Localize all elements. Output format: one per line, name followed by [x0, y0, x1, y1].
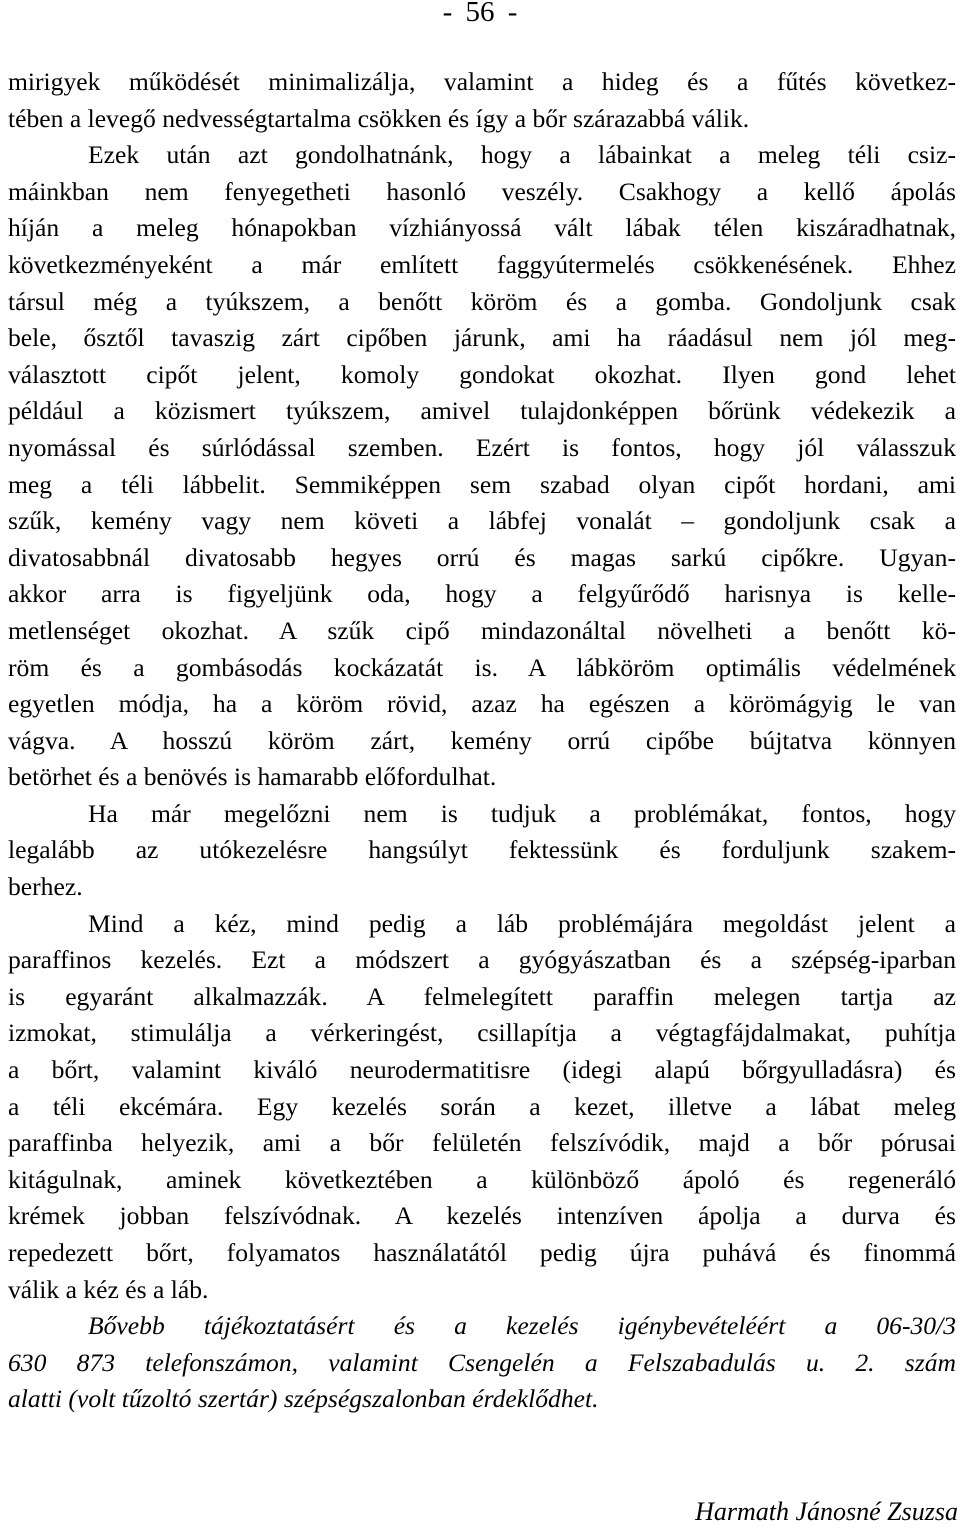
text-line: Bővebb tájékoztatásért és a kezelés igénybevételéért a 06-30/3	[88, 1311, 956, 1341]
text-line: vágva. A hosszú köröm zárt, kemény orrú cipőbe bújtatva könnyen	[8, 725, 956, 755]
text-line: következményeként a már említett faggyútermelés csökkenésének. Ehhez	[8, 249, 956, 279]
paragraph	[8, 137, 956, 796]
text-line: röm és a gombásodás kockázatát is. A lábköröm optimális védelmének	[8, 652, 956, 682]
text-line: paraffinos kezelés. Ezt a módszert a gyógyászatban és a szépség-iparban	[8, 945, 956, 975]
text-line: a téli ekcémára. Egy kezelés során a kezet, illetve a lábat meleg	[8, 1091, 956, 1121]
text-line: divatosabbnál divatosabb hegyes orrú és magas sarkú cipőkre. Ugyan-	[8, 542, 956, 572]
paragraph	[8, 64, 956, 137]
text-line: legalább az utókezelésre hangsúlyt fektessünk és forduljunk szakem-	[8, 835, 956, 865]
text-line: tében a levegő nedvességtartalma csökken és így a bőr szárazabbá válik.	[8, 103, 750, 133]
text-line: akkor arra is figyeljünk oda, hogy a felgyűrődő harisnya is kelle-	[8, 579, 956, 609]
text-line: például a közismert tyúkszem, amivel tulajdonképpen bőrünk védekezik a	[8, 396, 956, 426]
article-body	[8, 64, 956, 1418]
text-line: krémek jobban felszívódnak. A kezelés intenzíven ápolja a durva és	[8, 1201, 956, 1231]
text-line: berhez.	[8, 872, 83, 902]
text-line: alatti (volt tűzoltó szertár) szépségszalonban érdeklődhet.	[8, 1384, 599, 1414]
text-line: mirigyek működését minimalizálja, valamint a hideg és a fűtés következ-	[8, 67, 956, 96]
text-line: válik a kéz és a láb.	[8, 1274, 209, 1304]
paragraph	[8, 1308, 956, 1418]
text-line: választott cipőt jelent, komoly gondokat okozhat. Ilyen gond lehet	[8, 359, 956, 389]
text-line: nyomással és súrlódással szemben. Ezért is fontos, hogy jól válasszuk	[8, 432, 956, 462]
text-line: repedezett bőrt, folyamatos használatától pedig újra puhává és finommá	[8, 1238, 956, 1267]
text-line: is egyaránt alkalmazzák. A felmelegített paraffin melegen tartja az	[8, 981, 956, 1011]
text-line: paraffinba helyezik, ami a bőr felületén felszívódik, majd a bőr pórusai	[8, 1128, 956, 1158]
text-line: Ha már megelőzni nem is tudjuk a problémákat, fontos, hogy	[88, 798, 956, 828]
text-line: 630 873 telefonszámon, valamint Csengelén a Felszabadulás u. 2. szám	[8, 1347, 956, 1377]
paragraph	[8, 796, 956, 906]
text-line: meg a téli lábbelit. Semmiképpen sem szabad olyan cipőt hordani, ami	[8, 469, 956, 499]
text-line: társul még a tyúkszem, a benőtt köröm és a gomba. Gondoljunk csak	[8, 286, 956, 316]
text-line: Ezek után azt gondolhatnánk, hogy a lábainkat a meleg téli csiz-	[88, 140, 956, 170]
text-line: híján a meleg hónapokban vízhiányossá vált lábak télen kiszáradhatnak,	[8, 213, 956, 243]
text-line: metlenséget okozhat. A szűk cipő mindazonáltal növelheti a benőtt kö-	[8, 615, 956, 645]
text-line: egyetlen módja, ha a köröm rövid, azaz ha egészen a körömágyig le van	[8, 689, 956, 719]
text-line: Mind a kéz, mind pedig a láb problémájára megoldást jelent a	[88, 908, 956, 938]
text-line: a bőrt, valamint kiváló neurodermatitisre (idegi alapú bőrgyulladásra) és	[8, 1055, 956, 1085]
page-number: - 56 -	[442, 0, 518, 28]
author-signature: Harmath Jánosné Zsuzsa	[695, 1497, 958, 1526]
text-line: kitágulnak, aminek következtében a különböző ápoló és regeneráló	[8, 1164, 956, 1194]
text-line: bele, ősztől tavaszig zárt cipőben járunk, ami ha ráadásul nem jól meg-	[8, 323, 956, 353]
text-line: máinkban nem fenyegetheti hasonló veszély. Csakhogy a kellő ápolás	[8, 176, 956, 206]
paragraph	[8, 906, 956, 1309]
text-line: szűk, kemény vagy nem követi a lábfej vonalát – gondoljunk csak a	[8, 506, 956, 536]
text-line: izmokat, stimulálja a vérkeringést, csillapítja a végtagfájdalmakat, puhítja	[8, 1018, 956, 1048]
text-line: betörhet és a benövés is hamarabb előfordulhat.	[8, 762, 497, 792]
